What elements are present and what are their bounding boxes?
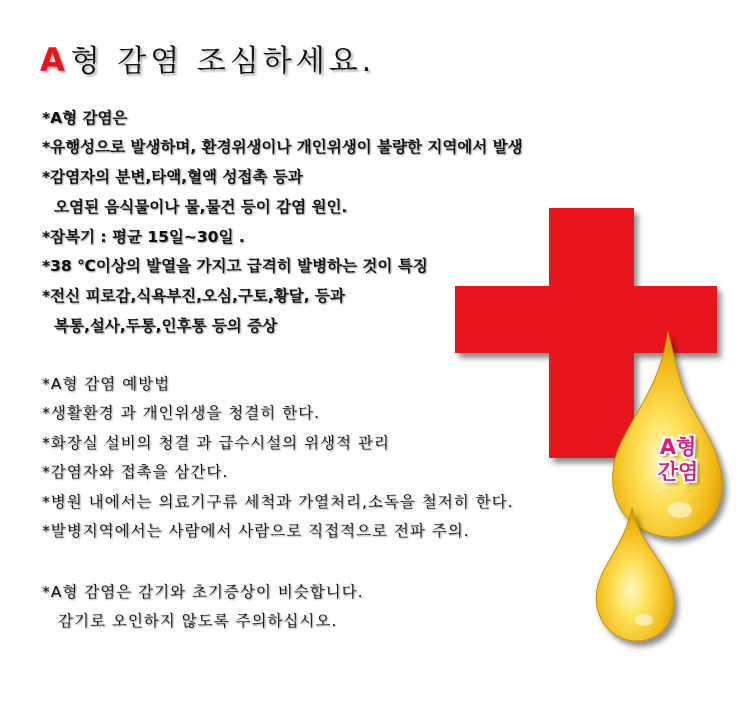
drop-label-line1: A형 (659, 435, 697, 459)
prevention-heading: *A형 감염 예방법 (42, 375, 171, 393)
info-line: *감염자의 분변,타액,혈액 성접촉 등과 (42, 168, 303, 186)
info-line: 오염된 음식물이나 물,물건 등이 감염 원인. (54, 198, 348, 216)
info-line: *유행성으로 발생하며, 환경위생이나 개인위생이 불량한 지역에서 발생 (42, 138, 523, 156)
title-mark: A (40, 41, 69, 79)
prevention-line: *발병지역에서는 사람에서 사람으로 직접적으로 전파 주의. (42, 522, 470, 540)
info-line: *잠복기 : 평균 15일~30일 . (42, 228, 245, 246)
drop-label-line2: 간염 (657, 460, 699, 484)
prevention-line: *감염자와 접촉을 삼간다. (42, 463, 229, 481)
info-line: *A형 감염은 (42, 109, 128, 127)
note-line: *A형 감염은 감기와 초기증상이 비슷합니다. (42, 583, 364, 601)
info-line: 복통,설사,두통,인후통 등의 증상 (54, 317, 278, 335)
info-line: *38 ℃이상의 발열을 가지고 급격히 발병하는 것이 특징 (42, 257, 428, 275)
note-line: 감기로 오인하지 않도록 주의하십시오. (58, 612, 338, 630)
prevention-line: *병원 내에서는 의료기구류 세척과 가열처리,소독을 철저히 한다. (42, 493, 514, 511)
info-line: *전신 피로감,식욕부진,오심,구토,황달, 등과 (42, 287, 345, 305)
title-text: 형 감염 조심하세요. (70, 44, 376, 79)
prevention-line: *화장실 설비의 청결 과 급수시설의 위생적 관리 (42, 434, 390, 452)
prevention-line: *생활환경 과 개인위생을 청결히 한다. (42, 404, 320, 422)
